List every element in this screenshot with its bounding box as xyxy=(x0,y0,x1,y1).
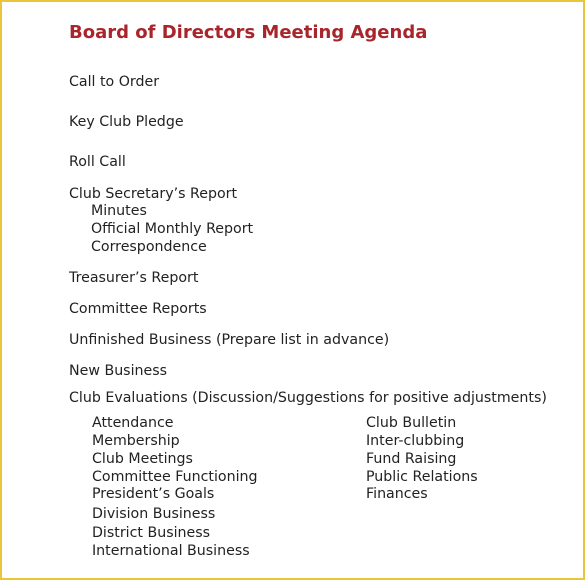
secretary-subitem-official-monthly-report: Official Monthly Report xyxy=(91,221,254,237)
agenda-item-call-to-order: Call to Order xyxy=(69,74,160,90)
agenda-item-unfinished-business: Unfinished Business (Prepare list in advance) xyxy=(69,332,390,348)
secretary-subitem-minutes: Minutes xyxy=(91,203,147,219)
evaluation-item-presidents-goals: President’s Goals xyxy=(92,486,215,502)
evaluation-item-club-bulletin: Club Bulletin xyxy=(366,415,457,431)
agenda-item-new-business: New Business xyxy=(69,363,168,379)
evaluation-item-club-meetings: Club Meetings xyxy=(92,451,193,467)
agenda-item-committee-reports: Committee Reports xyxy=(69,301,207,317)
agenda-item-treasurer-report: Treasurer’s Report xyxy=(69,270,199,286)
evaluation-item-committee-functioning: Committee Functioning xyxy=(92,469,258,485)
evaluation-item-inter-clubbing: Inter-clubbing xyxy=(366,433,465,449)
evaluation-item-membership: Membership xyxy=(92,433,180,449)
agenda-item-secretary-report: Club Secretary’s Report xyxy=(69,186,238,202)
evaluation-item-district-business: District Business xyxy=(92,525,211,541)
agenda-item-roll-call: Roll Call xyxy=(69,154,126,170)
evaluation-item-public-relations: Public Relations xyxy=(366,469,478,485)
evaluation-item-attendance: Attendance xyxy=(92,415,174,431)
evaluation-item-international-business: International Business xyxy=(92,543,250,559)
document-title: Board of Directors Meeting Agenda xyxy=(69,22,428,43)
agenda-item-key-club-pledge: Key Club Pledge xyxy=(69,114,184,130)
evaluation-item-fund-raising: Fund Raising xyxy=(366,451,457,467)
evaluation-item-finances: Finances xyxy=(366,486,428,502)
agenda-item-club-evaluations: Club Evaluations (Discussion/Suggestions for positive adjustments) xyxy=(69,390,547,406)
secretary-subitem-correspondence: Correspondence xyxy=(91,239,207,255)
evaluation-item-division-business: Division Business xyxy=(92,506,216,522)
